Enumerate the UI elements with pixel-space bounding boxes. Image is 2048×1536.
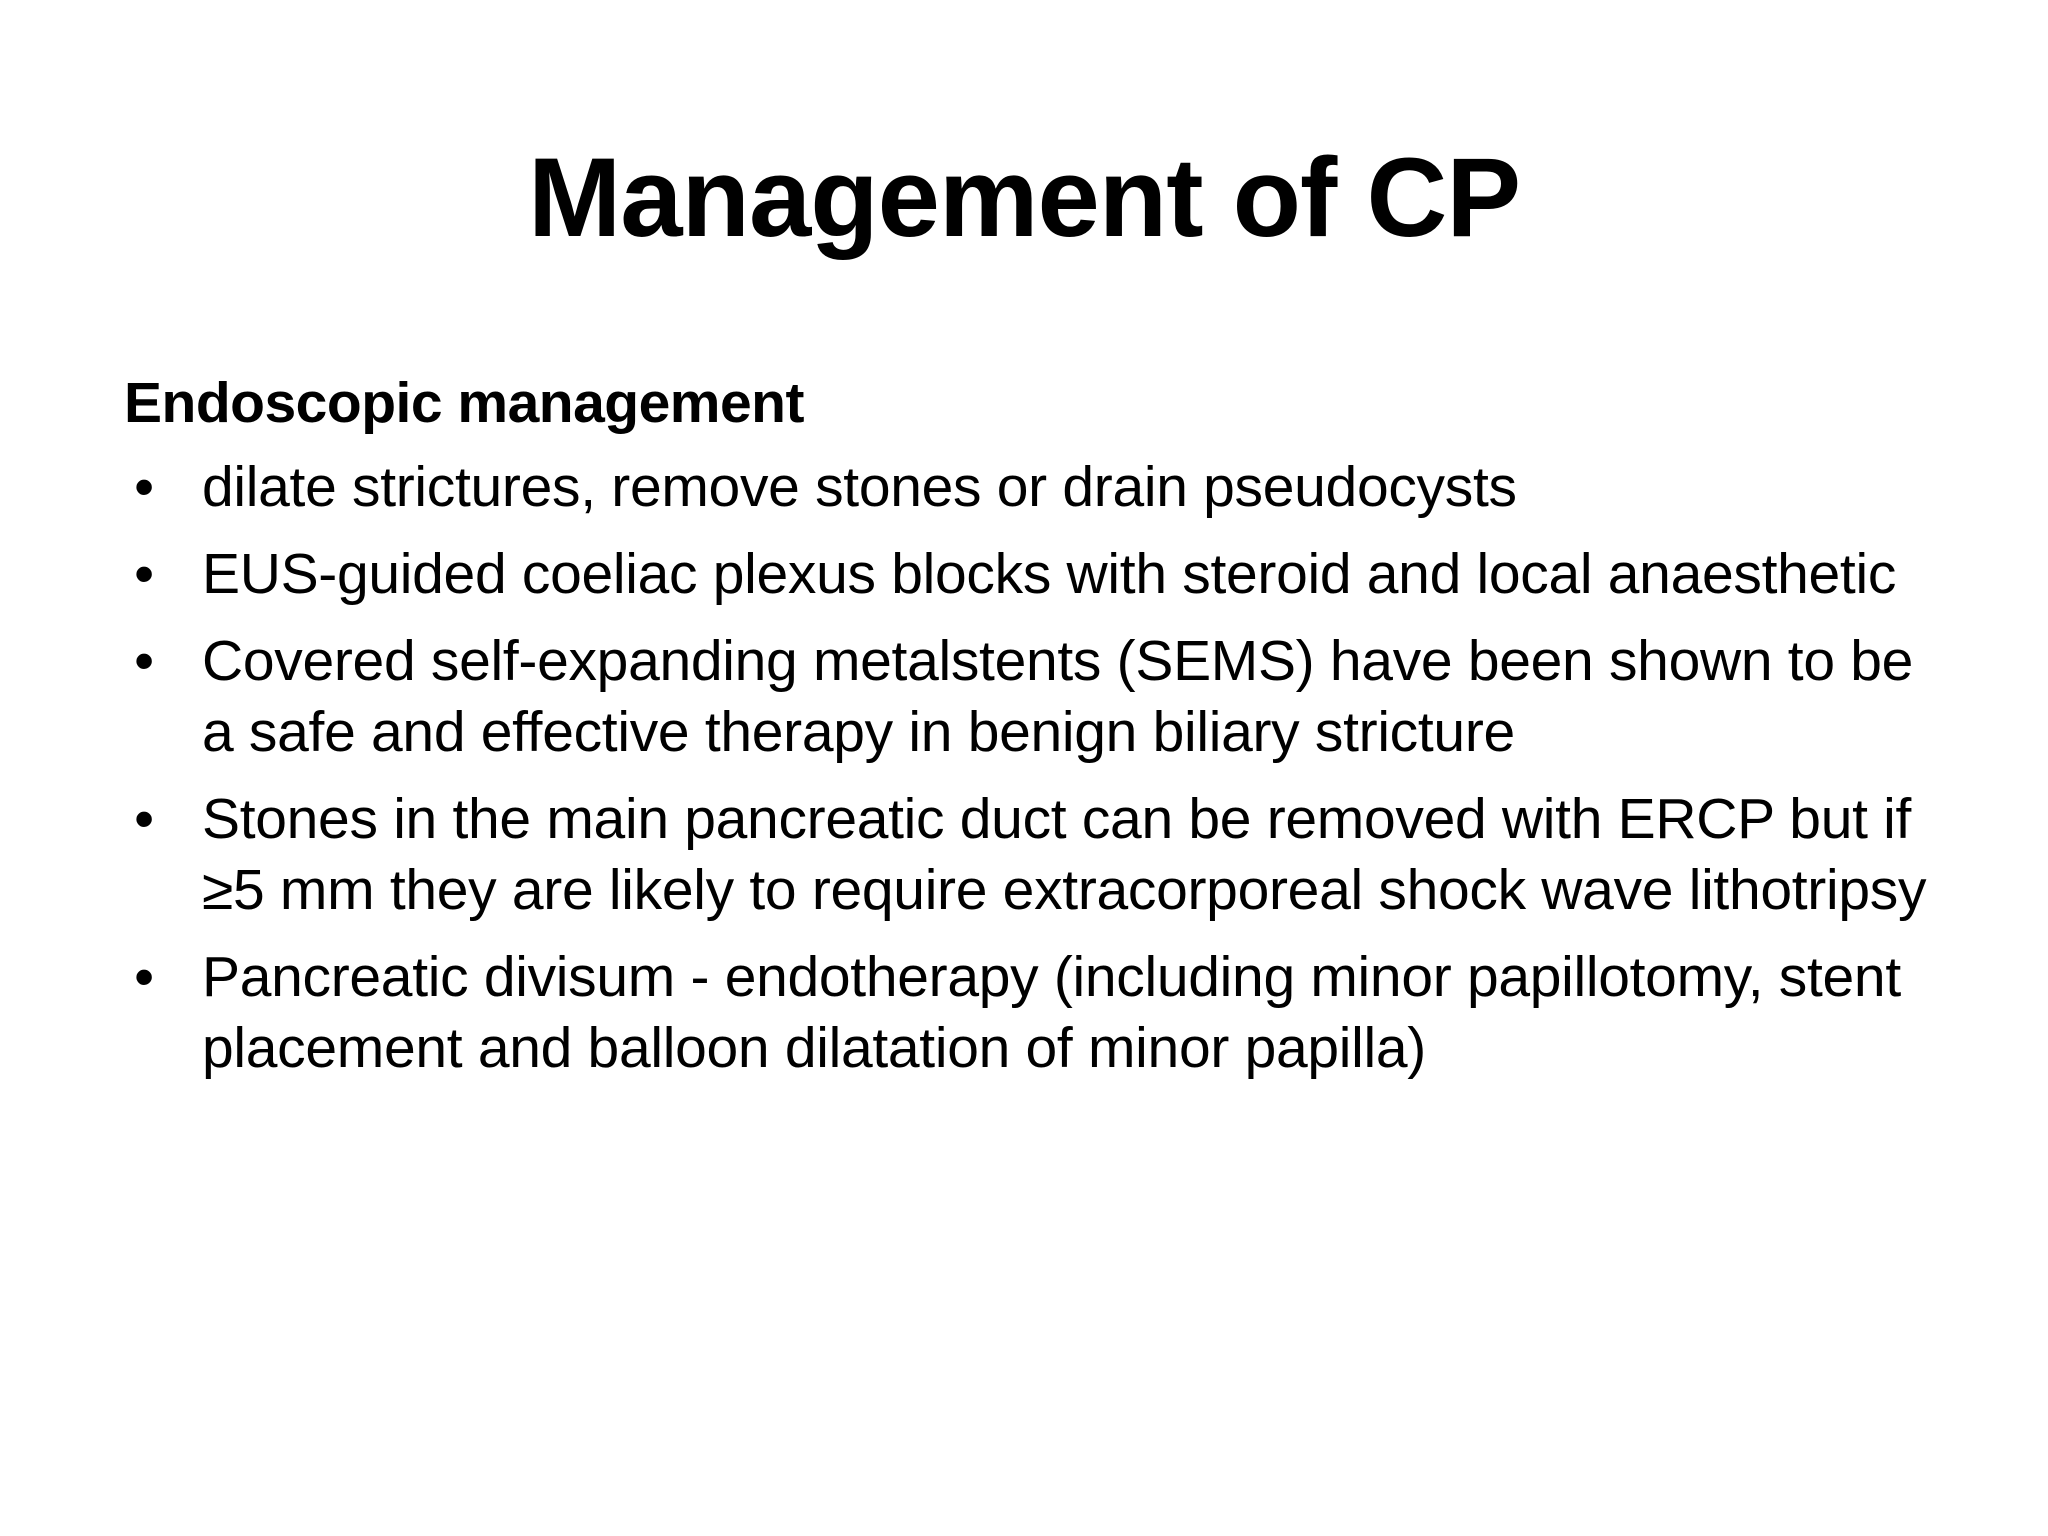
bullet-text: Covered self-expanding metalstents (SEMS) have been shown to be a safe and effective therapy in benign biliary stricture <box>202 629 1914 764</box>
bullet-item <box>124 626 1944 768</box>
bullet-item <box>124 452 1944 523</box>
bullet-text: Pancreatic divisum - endotherapy (including minor papillotomy, stent placement and balloon dilatation of minor papilla) <box>202 945 1901 1080</box>
bullet-item <box>124 539 1944 610</box>
bullet-icon: • <box>134 455 154 519</box>
section-heading: Endoscopic management <box>124 371 804 435</box>
bullet-icon: • <box>134 945 154 1009</box>
bullet-item <box>124 942 1944 1084</box>
bullet-icon: • <box>134 629 154 693</box>
bullet-text: dilate strictures, remove stones or drain pseudocysts <box>202 455 1517 519</box>
bullet-icon: • <box>134 542 154 606</box>
bullet-icon: • <box>134 787 154 851</box>
bullet-item <box>124 784 1944 926</box>
bullet-list <box>124 452 1944 1084</box>
bullet-text: Stones in the main pancreatic duct can be removed with ERCP but if ≥5 mm they are likely to require extracorporeal shock wave lithotripsy <box>202 787 1927 922</box>
slide-body <box>124 366 1944 1100</box>
slide-title: Management of CP <box>527 135 1521 260</box>
bullet-text: EUS-guided coeliac plexus blocks with steroid and local anaesthetic <box>202 542 1897 606</box>
